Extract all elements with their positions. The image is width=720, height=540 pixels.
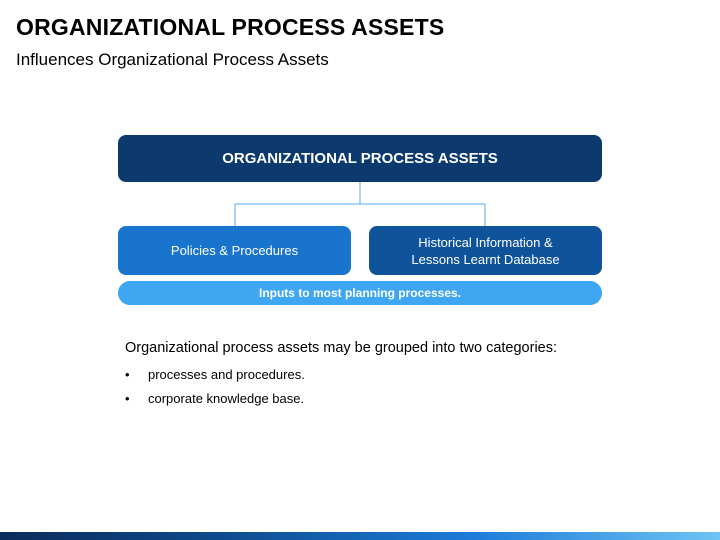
right-node-label-line1: Historical Information & [418, 234, 553, 250]
inputs-banner [118, 281, 602, 305]
list-item-text: processes and procedures. [148, 366, 305, 382]
categories-list [125, 362, 305, 410]
node-historical-information [369, 226, 602, 275]
bullet-icon: • [125, 390, 130, 406]
slide-subtitle: Influences Organizational Process Assets [16, 50, 329, 69]
inputs-banner-label: Inputs to most planning processes. [258, 286, 462, 300]
top-node-organizational-process-assets [118, 135, 602, 182]
categories-intro: Organizational process assets may be grouped into two categories: [125, 340, 558, 356]
node-policies-procedures [118, 226, 351, 275]
footer-gradient-bar [0, 532, 720, 540]
left-node-label: Policies & Procedures [170, 243, 299, 258]
slide-title: ORGANIZATIONAL PROCESS ASSETS [16, 14, 445, 40]
top-node-label: ORGANIZATIONAL PROCESS ASSETS [222, 150, 498, 167]
bullet-icon: • [125, 366, 130, 382]
list-item [125, 386, 305, 410]
list-item-text: corporate knowledge base. [148, 390, 305, 406]
right-node-label-line2: Lessons Learnt Database [411, 251, 560, 267]
list-item [125, 362, 305, 386]
